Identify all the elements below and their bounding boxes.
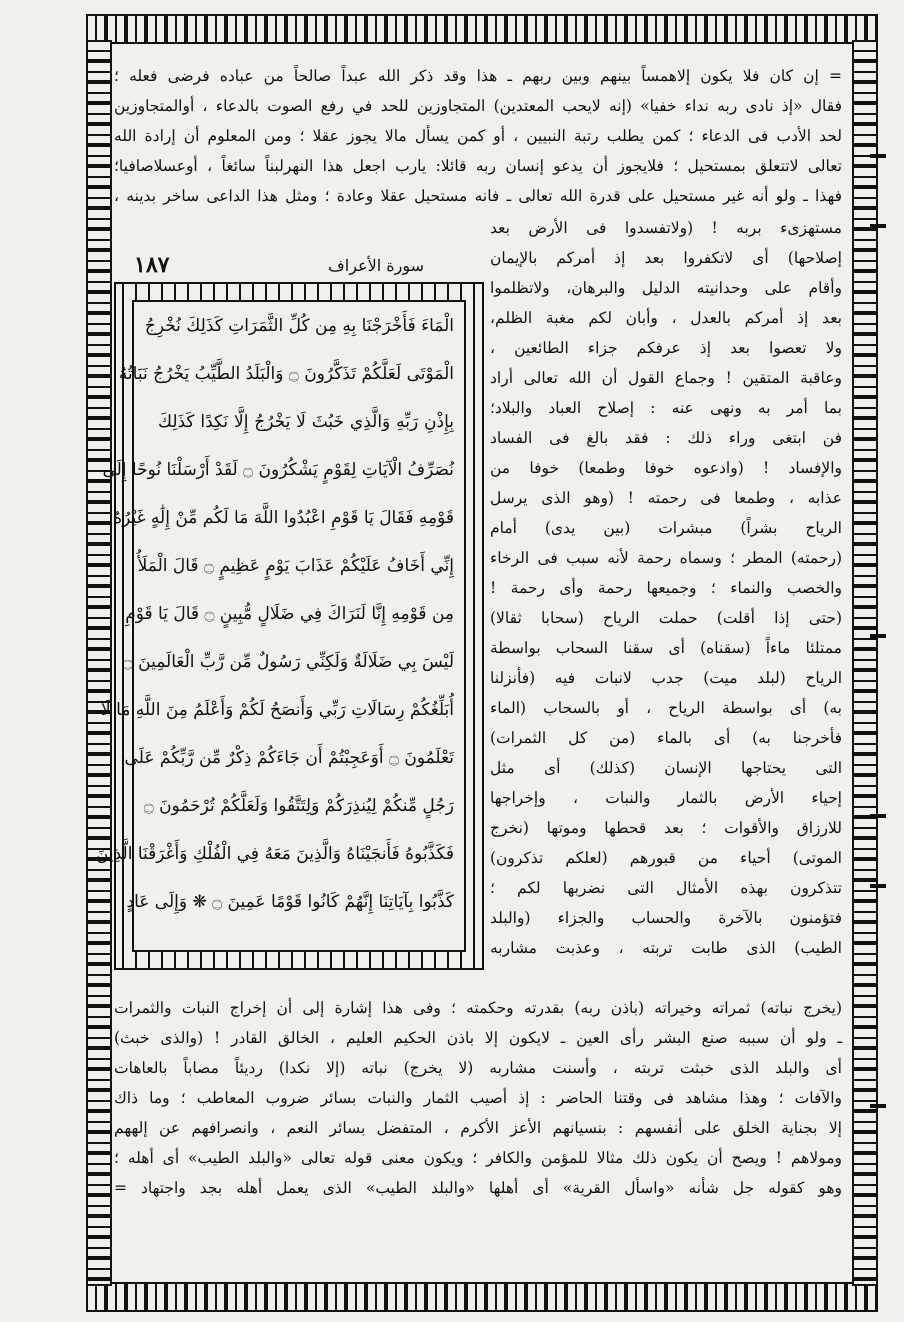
commentary-line: به) أى بواسطة الرياح ، أو بالسحاب (الماء — [490, 699, 842, 717]
page-number: ١٨٧ — [134, 252, 170, 278]
quran-verse-line: تَعْلَمُونَ ۝ أَوَعَجِبْتُمْ أَن جَاءَكُمْ ذِكْرٌ مِّن رَّبِّكُمْ عَلَى — [124, 748, 454, 768]
margin-marker — [870, 634, 886, 638]
surah-name: سورة الأعراف — [328, 256, 424, 275]
commentary-line: والإفساد ! (وادعوه خوفا وطمعا) خوفا من — [490, 459, 842, 477]
quran-verse-line: كَذَّبُوا بِآيَاتِنَا إِنَّهُمْ كَانُوا قَوْمًا عَمِينَ ۝ ❋ وَإِلَى عَادٍ — [126, 892, 454, 912]
commentary-line: الرياح (لبلد ميت) جدب لانبات فيه (فأنزلنا — [490, 669, 842, 687]
commentary-line: (يخرج نباته) ثمراته وخيراته (باذن ربه) بقدرته وحكمته ؛ وفى هذا إشارة إلى أن إخراج النبات والثمرات — [114, 999, 842, 1017]
quran-verse-line: بِإِذْنِ رَبِّهِ وَالَّذِي خَبُثَ لَا يَخْرُجُ إِلَّا نَكِدًا كَذَلِكَ — [158, 412, 454, 432]
commentary-line: والخصب والنماء ؛ وجميعها رحمة وأى رحمة ! — [490, 579, 842, 597]
commentary-line: والآفات ؛ وهذا مشاهد فى وقتنا الحاضر : إذ أصيب الثمار والنبات بسائر ضروب المعاطب ؛ وما ذاك — [114, 1089, 842, 1107]
commentary-line: فهذا ـ ولو أنه غير مستحيل على قدرة الله تعالى ـ فانه مستحيل عقلا وعادة ؛ ومثل هذا الداعى ساخر بدينه ، — [114, 187, 842, 205]
commentary-line: = إن كان فلا يكون إلاهمساً بينهم وبين ربهم ـ هذا وقد ذكر الله عبداً صالحاً من عباده فرضى فعله ؛ — [114, 67, 842, 85]
bottom-ornamental-border — [86, 1282, 878, 1312]
commentary-line: إلا بجناية الخلق على أنفسهم : بنسيانهم الأعز الأكرم ، المتفضل بسائر النعم ، وانصرافهم عن إلههم — [114, 1119, 842, 1137]
quran-verse-line: لَيْسَ بِي ضَلَالَةٌ وَلَكِنِّي رَسُولٌ مِّن رَّبِّ الْعَالَمِينَ ۝ — [122, 652, 454, 672]
margin-marker — [870, 224, 886, 228]
top-ornamental-border — [86, 14, 878, 44]
commentary-line: ولا تعصوا بعد إذ عرفكم جزاء الطائعين ، — [490, 339, 842, 357]
commentary-line: فأخرجنا به) أى بالماء (من كل الثمرات) — [490, 729, 842, 747]
commentary-line: فن ابتغى وراء ذلك : فقد بالغ فى الفساد — [490, 429, 842, 447]
quran-verse-line: فَكَذَّبُوهُ فَأَنجَيْنَاهُ وَالَّذِينَ مَعَهُ فِي الْفُلْكِ وَأَغْرَقْنَا الَّذِينَ — [95, 844, 454, 864]
margin-marker — [870, 154, 886, 158]
commentary-line: بعد إذ أمركم بالعدل ، وأبان لكم مغبة الظلم، — [490, 309, 842, 327]
commentary-line: إصلاحها) أى لاتكفروا بعد إذ أمركم بالإيمان — [490, 249, 842, 267]
quran-verse-line: أُبَلِّغُكُمْ رِسَالَاتِ رَبِّي وَأَنصَحُ لَكُمْ وَأَعْلَمُ مِنَ اللَّهِ مَا لَا — [100, 700, 454, 720]
margin-marker — [870, 814, 886, 818]
quran-verse-line: مِن قَوْمِهِ إِنَّا لَنَرَاكَ فِي ضَلَالٍ مُّبِينٍ ۝ قَالَ يَا قَوْمِ — [125, 604, 454, 624]
commentary-line: وعاقبة المتقين ! وجماع القول أن الله تعالى أراد — [490, 369, 842, 387]
commentary-line: عذابه ، وطمعا فى رحمته ! (وهو الذى يرسل — [490, 489, 842, 507]
quran-verse-line: نُصَرِّفُ الْآيَاتِ لِقَوْمٍ يَشْكُرُونَ ۝ لَقَدْ أَرْسَلْنَا نُوحًا إِلَى — [102, 460, 454, 480]
commentary-line: ومولاهم ! ويصح أن يكون ذلك مثالا للمؤمن والكافر ؛ ويكون معنى قوله تعالى «والبلد الطيب» أى أهله ؛ — [114, 1149, 842, 1167]
quran-verse-line: إِنِّي أَخَافُ عَلَيْكُمْ عَذَابَ يَوْمٍ عَظِيمٍ ۝ قَالَ الْمَلَأُ — [137, 556, 454, 576]
quran-verse-line: الْمَاءَ فَأَخْرَجْنَا بِهِ مِن كُلِّ الثَّمَرَاتِ كَذَلِكَ نُخْرِجُ — [144, 316, 454, 336]
commentary-line: إحياء الأرض بالثمار والنبات ، وإخراجها — [490, 789, 842, 807]
quran-verse-line: قَوْمِهِ فَقَالَ يَا قَوْمِ اعْبُدُوا اللَّهَ مَا لَكُم مِّنْ إِلَٰهٍ غَيْرُهُ — [113, 508, 454, 528]
commentary-line: (رحمته) المطر ؛ وسماه رحمة لأنه سبب فى الرخاء — [490, 549, 842, 567]
commentary-line: ـ ولو أن سببه صنع البشر رأى العين ـ لايكون إلا باذن الحكيم العليم ، الخالق القادر ! (والذى خبث) — [114, 1029, 842, 1047]
quran-text-box — [95, 252, 484, 970]
page-content — [95, 62, 842, 1258]
commentary-line: تتذكرون بهذه الأمثال التى نضربها لكم ؛ — [490, 879, 842, 897]
commentary-line: مستهزىء بربه ! (ولاتفسدوا فى الأرض بعد — [490, 219, 842, 237]
commentary-line: الطيب) الذى طابت تربته ، وعذبت مشاربه — [490, 939, 842, 957]
quran-ornamental-frame — [95, 282, 484, 970]
commentary-line: وهو كقوله جل شأنه «واسأل القرية» أى أهلها «والبلد الطيب» الذى يعمل أهله بجد واجتهاد = — [114, 1179, 842, 1197]
left-ornamental-border — [86, 40, 112, 1286]
commentary-line: التى يحتاجها الإنسان (كذلك) أى مثل — [490, 759, 842, 777]
commentary-line: وأقام على وحدانيته الدليل والبرهان، ولاتظلموا — [490, 279, 842, 297]
quran-verse-line: الْمَوْتَى لَعَلَّكُمْ تَذَكَّرُونَ ۝ وَالْبَلَدُ الطَّيِّبُ يَخْرُجُ نَبَاتُهُ — [118, 364, 454, 384]
quran-verse-line: رَجُلٍ مِّنكُمْ لِيُنذِرَكُمْ وَلِتَتَّقُوا وَلَعَلَّكُمْ تُرْحَمُونَ ۝ — [143, 796, 454, 816]
commentary-line: فتؤمنون بالآخرة والحساب والجزاء (والبلد — [490, 909, 842, 927]
commentary-line: لحد الأدب فى الدعاء ؛ كمن يطلب رتبة النبيين ، أو كمن يسأل مالا يجوز عقلا ؛ ومن المعلوم أن إرادة الله — [114, 127, 842, 145]
margin-marker — [870, 1104, 886, 1108]
commentary-line: الرياح بشراً) مبشرات (بين يدى) أمام — [490, 519, 842, 537]
commentary-line: أى والبلد الذى خبثت تربته ، وأسنت مشاربه (لا يخرج) نباته (إلا نكدا) رديئاً مصاباً بالعاهات — [114, 1059, 842, 1077]
commentary-line: للارزاق والأقوات ؛ بعد قحطها وموتها (نخرج — [490, 819, 842, 837]
commentary-line: الموتى) أحياء من قبورهم (لعلكم تذكرون) — [490, 849, 842, 867]
commentary-line: تعالى لاتتعلق بمستحيل ؛ فلايجوز أن يدعو إنسان ربه قائلا: يارب اجعل هذا النهرلبناً سائغاً ، أوعسلاصافيا؛ — [114, 157, 842, 175]
margin-marker — [870, 884, 886, 888]
commentary-line: بما أمر به ونهى عنه : إصلاح العباد والبلاد؛ — [490, 399, 842, 417]
commentary-line: (حتى إذا أقلت) حملت الرياح (سحابا ثقالا) — [490, 609, 842, 627]
commentary-line: فقال «إذ نادى ربه نداء خفيا» (إنه لايحب المعتدين) المتجاوزين للحد في رفع الصوت بالدعاء ، أوالمتجاوزين — [114, 97, 842, 115]
quran-verses — [95, 300, 466, 952]
commentary-line: ممتلئا ماءاً (سقناه) أى سقنا السحاب بواسطة — [490, 639, 842, 657]
quran-page-header — [114, 252, 484, 280]
